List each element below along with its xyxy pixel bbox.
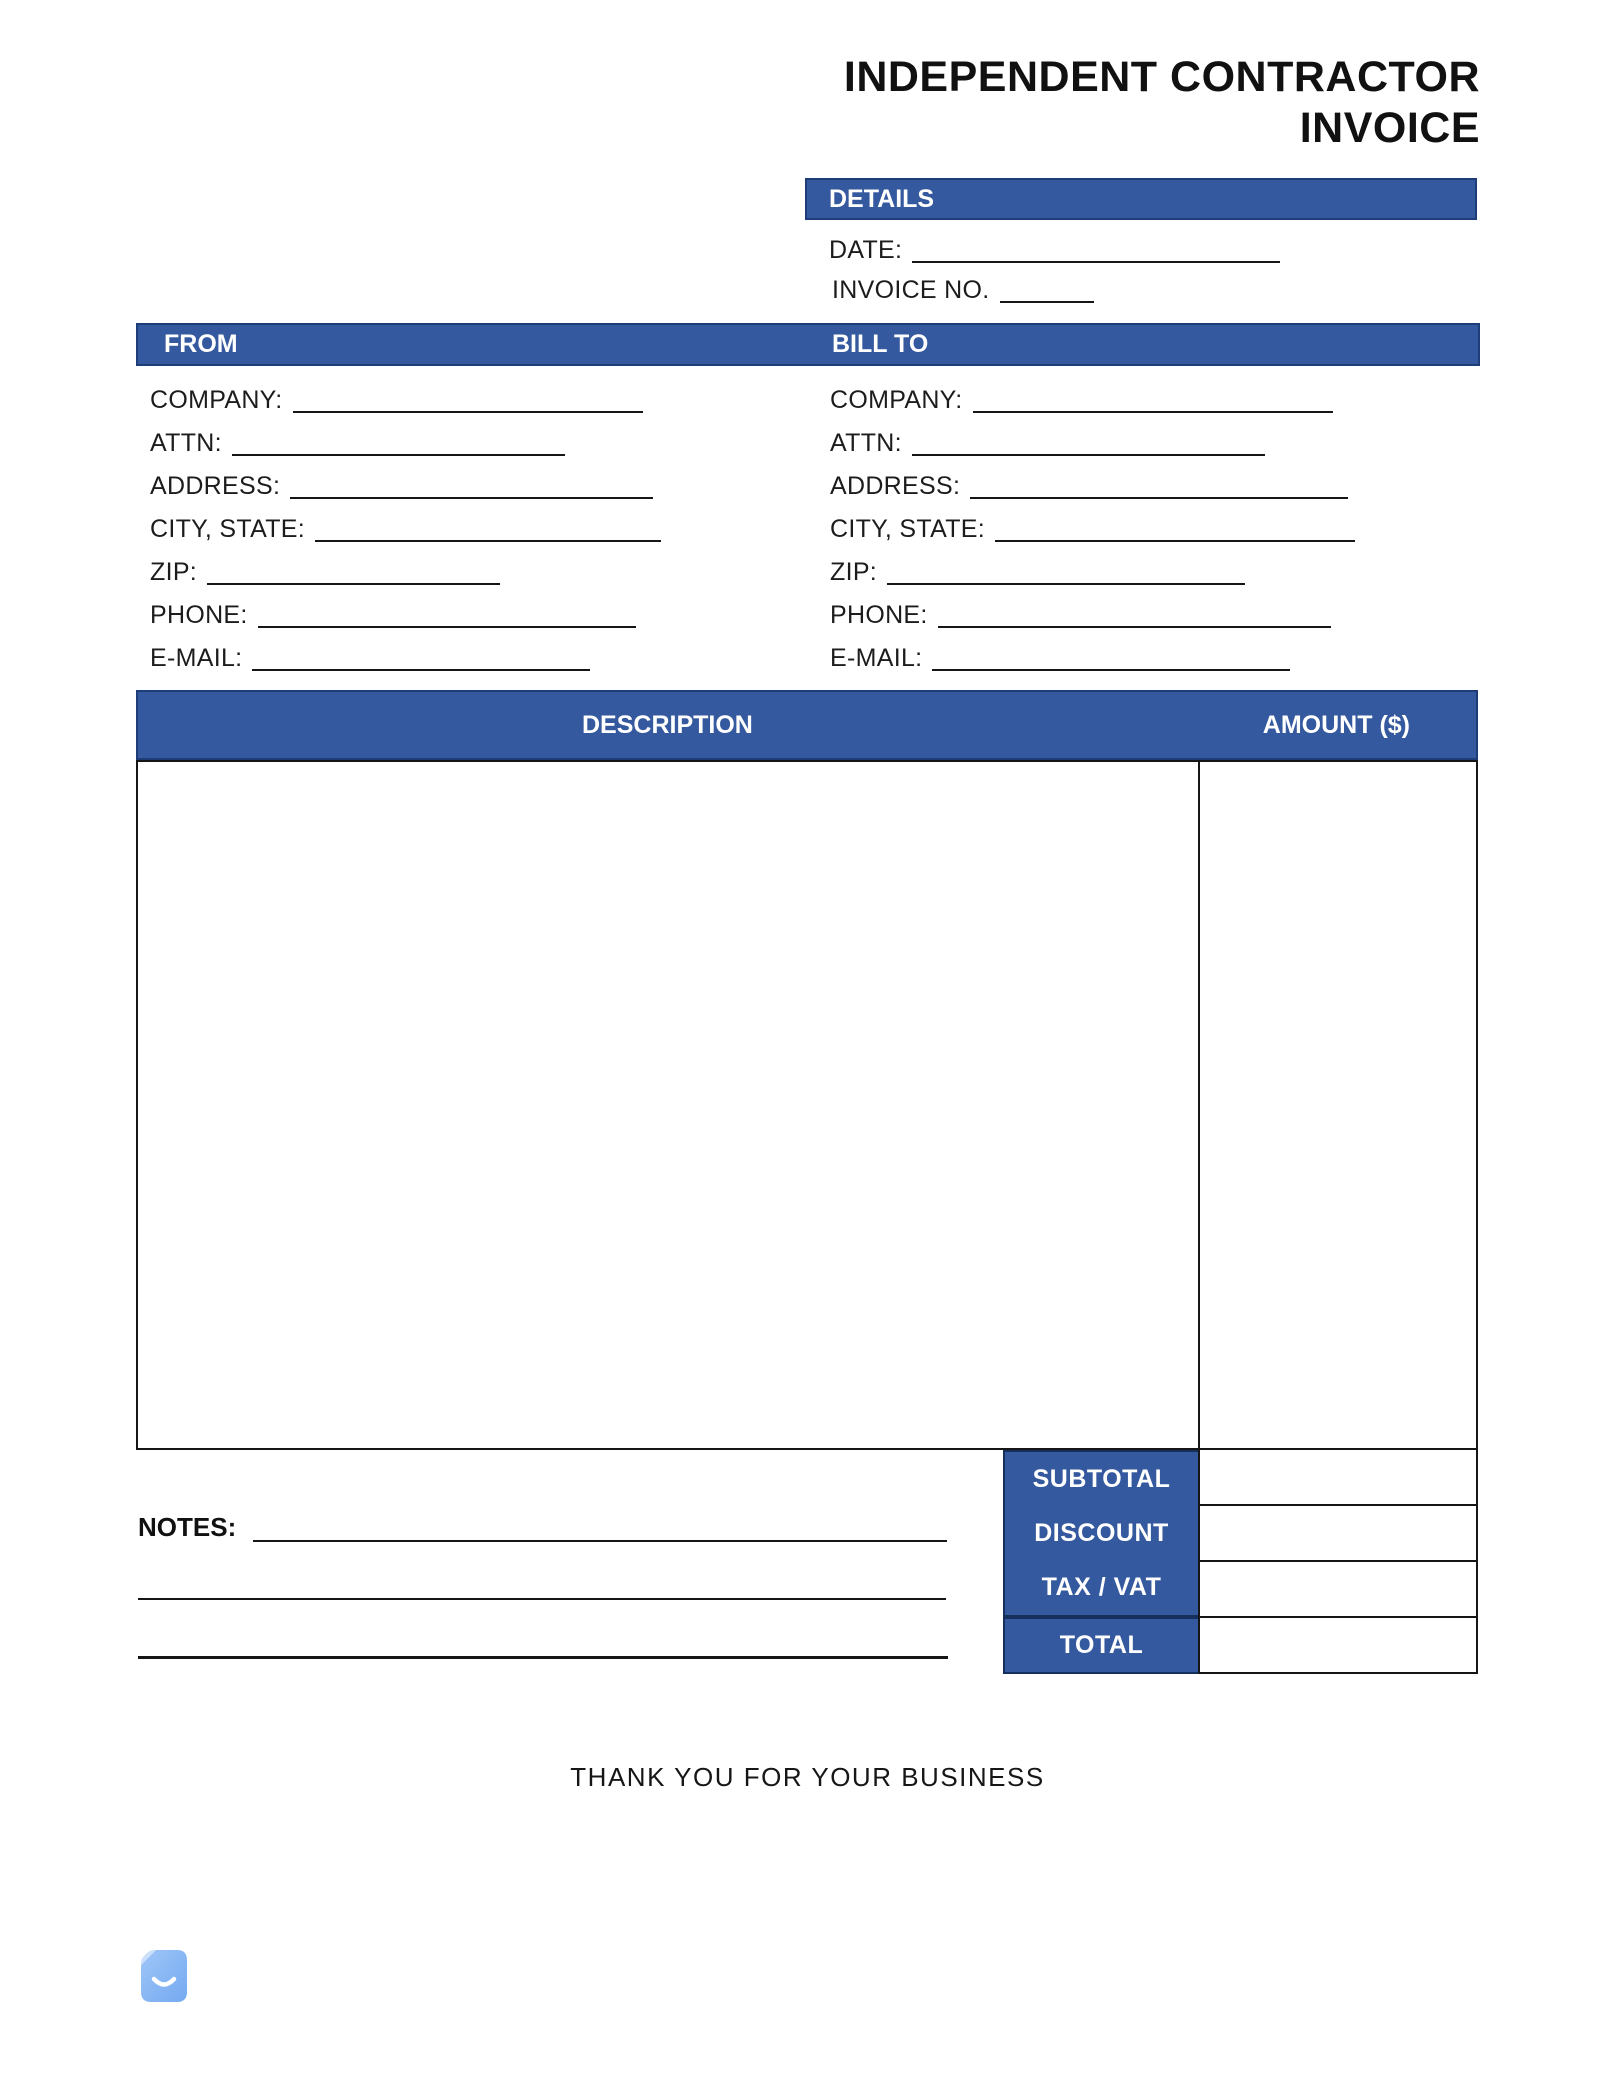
notes-label: NOTES:: [138, 1512, 237, 1542]
bill-to-company-row: [830, 375, 1355, 418]
from-attn-row: [150, 418, 661, 461]
from-city-state-label: CITY, STATE:: [150, 515, 306, 543]
bill-to-email-fill-line[interactable]: [932, 657, 1290, 671]
subtotal-label: SUBTOTAL: [1032, 1464, 1171, 1493]
date-label: DATE:: [829, 236, 903, 264]
from-phone-row: [150, 590, 661, 633]
date-field-row: [829, 225, 1280, 268]
from-header-label: FROM: [164, 330, 238, 358]
bill-to-attn-row: [830, 418, 1355, 461]
notes-fill-line-3[interactable]: [138, 1656, 948, 1659]
from-address-fill-line[interactable]: [290, 485, 653, 499]
bill-to-city-state-label: CITY, STATE:: [830, 515, 986, 543]
from-zip-fill-line[interactable]: [207, 571, 500, 585]
discount-label: DISCOUNT: [1034, 1518, 1169, 1547]
from-city-state-row: [150, 504, 661, 547]
notes-fill-line-2[interactable]: [138, 1598, 946, 1600]
document-smile-logo-icon: [141, 1950, 187, 2002]
bill-to-email-row: [830, 633, 1355, 676]
invoice-no-field-row: [832, 265, 1094, 308]
bill-to-phone-label: PHONE:: [830, 601, 928, 629]
items-table-body: [136, 760, 1478, 1450]
title-line-1: INDEPENDENT CONTRACTOR: [843, 53, 1480, 101]
details-header-label: DETAILS: [829, 184, 935, 213]
bill-to-phone-fill-line[interactable]: [938, 614, 1331, 628]
totals-labels-block: [1003, 1450, 1200, 1617]
bill-to-email-label: E-MAIL:: [830, 644, 923, 672]
total-amount-cell[interactable]: [1200, 1618, 1476, 1672]
discount-amount-cell[interactable]: [1200, 1506, 1476, 1562]
invoice-no-fill-line[interactable]: [1000, 289, 1094, 303]
amount-column-header: AMOUNT ($): [1262, 710, 1411, 739]
bill-to-fields-column: [830, 375, 1355, 676]
bill-to-zip-row: [830, 547, 1355, 590]
parties-section-header-bar: [136, 323, 1480, 366]
bill-to-city-state-fill-line[interactable]: [995, 528, 1355, 542]
bill-to-address-fill-line[interactable]: [970, 485, 1348, 499]
from-zip-label: ZIP:: [150, 558, 198, 586]
bill-to-company-label: COMPANY:: [830, 386, 963, 414]
items-table-header: [136, 690, 1478, 760]
from-city-state-fill-line[interactable]: [315, 528, 661, 542]
from-email-row: [150, 633, 661, 676]
from-email-fill-line[interactable]: [252, 657, 590, 671]
page-title: [844, 52, 1480, 154]
bill-to-zip-fill-line[interactable]: [887, 571, 1245, 585]
bill-to-address-label: ADDRESS:: [830, 472, 961, 500]
totals-amounts-column: [1198, 1448, 1478, 1674]
from-address-row: [150, 461, 661, 504]
from-company-row: [150, 375, 661, 418]
bill-to-company-fill-line[interactable]: [973, 399, 1333, 413]
bill-to-zip-label: ZIP:: [830, 558, 878, 586]
details-section-header-bar: [805, 178, 1477, 220]
thank-you-message: THANK YOU FOR YOUR BUSINESS: [570, 1762, 1045, 1792]
from-attn-fill-line[interactable]: [232, 442, 565, 456]
bill-to-phone-row: [830, 590, 1355, 633]
invoice-no-label: INVOICE NO.: [832, 276, 990, 304]
from-attn-label: ATTN:: [150, 429, 222, 457]
total-label: TOTAL: [1003, 1617, 1200, 1674]
from-company-fill-line[interactable]: [293, 399, 643, 413]
subtotal-amount-cell[interactable]: [1200, 1450, 1476, 1506]
from-phone-fill-line[interactable]: [258, 614, 636, 628]
bill-to-attn-label: ATTN:: [830, 429, 902, 457]
date-fill-line[interactable]: [912, 249, 1280, 263]
notes-fill-line-1[interactable]: [253, 1540, 947, 1542]
from-phone-label: PHONE:: [150, 601, 248, 629]
title-line-2: INVOICE: [1299, 104, 1480, 152]
bill-to-address-row: [830, 461, 1355, 504]
bill-to-header-label: BILL TO: [832, 330, 929, 358]
from-email-label: E-MAIL:: [150, 644, 243, 672]
tax-vat-amount-cell[interactable]: [1200, 1562, 1476, 1618]
from-address-label: ADDRESS:: [150, 472, 281, 500]
bill-to-city-state-row: [830, 504, 1355, 547]
bill-to-attn-fill-line[interactable]: [912, 442, 1265, 456]
from-company-label: COMPANY:: [150, 386, 283, 414]
from-zip-row: [150, 547, 661, 590]
from-fields-column: [150, 375, 661, 676]
description-column-header: DESCRIPTION: [581, 710, 753, 739]
amount-entry-cell[interactable]: [1200, 762, 1476, 1448]
description-entry-cell[interactable]: [138, 762, 1198, 1448]
tax-vat-label: TAX / VAT: [1041, 1573, 1162, 1602]
